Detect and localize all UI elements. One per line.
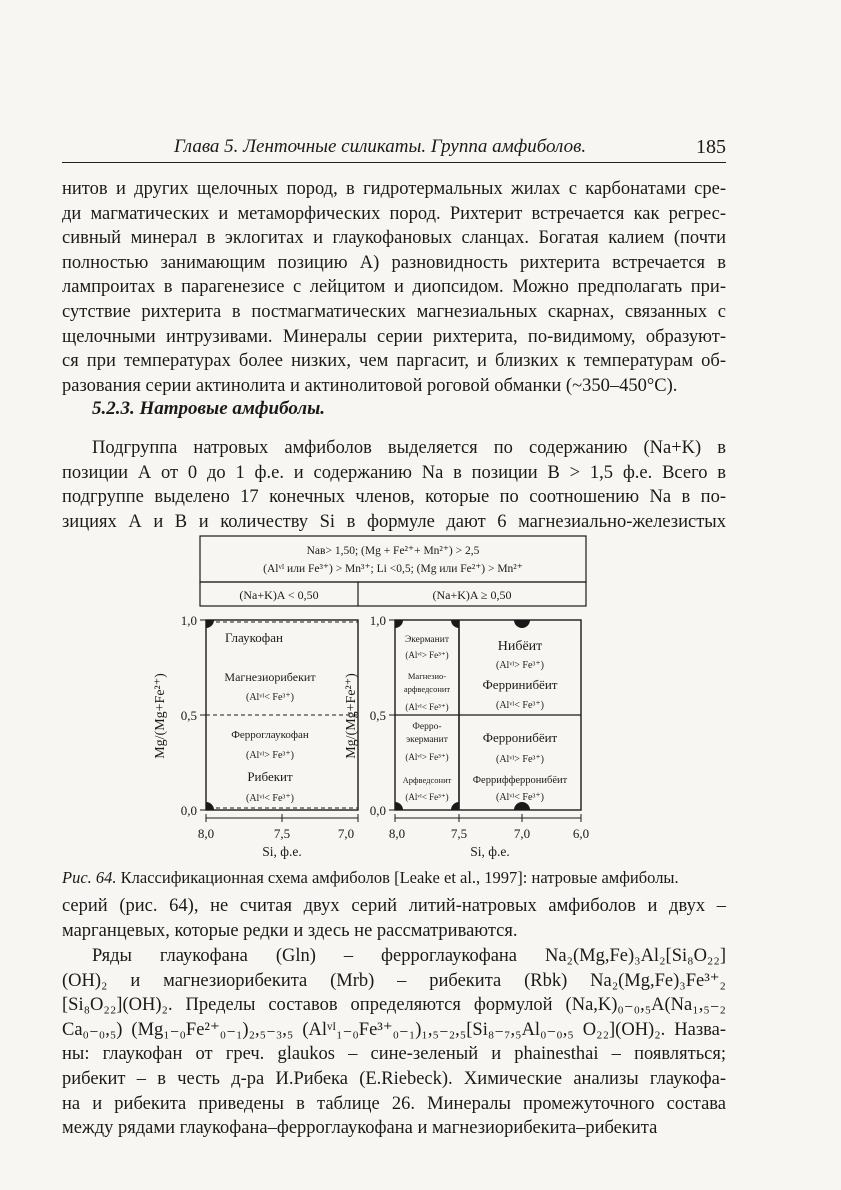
section-heading: 5.2.3. Натровые амфиболы. xyxy=(92,398,326,419)
field-condition: (Alᵛᴵ> Fe³⁺) xyxy=(405,650,449,660)
condition-text-1: Naʙ> 1,50; (Mg + Fe²⁺+ Mn²⁺) > 2,5 xyxy=(306,545,480,557)
endmember-marker xyxy=(514,802,530,810)
y-tick-label: 0,0 xyxy=(369,803,386,818)
text-line: полностью занимающим позицию А) разновидность рихтерита встречается в xyxy=(62,252,726,273)
field-ferroeckermannite: экерманит xyxy=(406,735,448,745)
endmember-marker xyxy=(395,620,403,628)
text-line: ны: глаукофан от греч. glaukos – сине-зеленый и phainesthai – появляться; xyxy=(62,1044,726,1065)
paragraph-richterite xyxy=(62,177,726,398)
endmember-marker xyxy=(451,620,459,628)
text-line: марганцевых, которые редки и здесь не рассматриваются. xyxy=(62,920,518,941)
x-tick-label: 7,5 xyxy=(450,826,468,841)
text-line: ся при температурах более низких, чем паргасит, и близких к температурам об- xyxy=(62,351,726,372)
field-condition: (Alᵛᴵ< Fe³⁺) xyxy=(405,792,449,802)
field-condition: (Alᵛᴵ< Fe³⁺) xyxy=(495,700,545,711)
caption-prefix: Рис. 64. xyxy=(62,868,117,887)
x-tick-label: 6,0 xyxy=(572,826,590,841)
text-line: сутствие рихтерита в постмагматических магнезиальных скарнах, связанных с xyxy=(62,301,726,322)
field-magnesioarfvedsonite: Магнезио- xyxy=(407,671,447,681)
text-line: ди магматических и метаморфических пород. Рихтерит встречается как регрес- xyxy=(62,203,726,224)
y-tick-label: 0,5 xyxy=(369,708,386,723)
field-magnesioarfvedsonite: арфведсонит xyxy=(403,684,451,694)
endmember-marker xyxy=(451,802,459,810)
field-condition: (Alᵛᴵ> Fe³⁺) xyxy=(495,660,545,671)
chapter-title: Глава 5. Ленточные силикаты. Группа амфиболов. xyxy=(174,136,587,157)
x-tick-label: 7,5 xyxy=(273,826,291,841)
paragraph-sodic-amphiboles xyxy=(62,436,726,534)
field-eckermannite: Экерманит xyxy=(405,635,449,645)
field-magnesioriebeckite: Магнезиорибекит xyxy=(224,670,316,684)
field-ferrinyboite: Ферринибёит xyxy=(482,677,558,692)
caption-text: Классификационная схема амфиболов [Leake et al., 1997]: натровые амфиболы. xyxy=(116,868,679,887)
condition-box xyxy=(200,536,586,582)
text-line: (OH)₂ и магнезиорибекита (Mrb) – рибекита (Rbk) Na₂(Mg,Fe)₃Fe³⁺₂ xyxy=(62,970,726,991)
classification-figure xyxy=(150,536,600,866)
x-axis-label: Si, ф.е. xyxy=(470,844,510,859)
text-line: Ca₀₋₀,₅) (Mg₁₋₀Fe²⁺₀₋₁)₂,₅₋₃,₅ (Alᵛᴵ₁₋₀Fe³⁺₀₋₁)₁,₅₋₂,₅[Si₈₋₇,₅Al₀₋₀,₅ O₂₂](OH)₂. Назва- xyxy=(62,1019,726,1040)
text-line: разования серии актинолита и актинолитовой роговой обманки (~350–450°С). xyxy=(62,375,678,396)
field-arfvedsonite: Арфведсонит xyxy=(402,775,452,785)
x-tick-label: 8,0 xyxy=(197,826,215,841)
field-condition: (Alᵛᴵ< Fe³⁺) xyxy=(495,792,545,803)
field-ferroglaucophane: Ферроглаукофан xyxy=(231,729,309,741)
text-line: нитов и других щелочных пород, в гидротермальных жилах с карбонатами сре- xyxy=(62,179,726,199)
text-line: между рядами глаукофана–ферроглаукофана и магнезиорибекита–рибекита xyxy=(62,1118,658,1139)
y-axis-label: Mg/(Mg+Fe²⁺) xyxy=(153,673,168,759)
text-line: рибекит – в честь д-ра И.Рибека (E.Riebeck). Химические анализы глаукофа- xyxy=(62,1068,726,1089)
text-line: лампроитах в парагенезисе с лейцитом и диопсидом. Можно предполагать при- xyxy=(62,277,726,298)
y-tick-label: 1,0 xyxy=(180,613,197,628)
classification-diagram xyxy=(150,536,600,866)
text-line: серий (рис. 64), не считая двух серий литий-натровых амфиболов и двух – xyxy=(62,896,726,916)
text-line: [Si₈O₂₂](OH)₂. Пределы составов определяются формулой (Na,K)₀₋₀,₅A(Na₁,₅₋₂ xyxy=(62,995,726,1016)
field-ferronyboite: Ферронибёит xyxy=(482,730,558,745)
x-axis-label: Si, ф.е. xyxy=(262,844,302,859)
y-tick-label: 0,5 xyxy=(180,708,197,723)
field-condition: (Alᵛᴵ> Fe³⁺) xyxy=(245,750,295,761)
right-subheader: (Na+K)A ≥ 0,50 xyxy=(432,588,512,602)
y-tick-label: 1,0 xyxy=(369,613,386,628)
x-tick-label: 7,0 xyxy=(513,826,531,841)
figure-caption xyxy=(62,868,726,888)
text-line: сивный минерал в эклогитах и глаукофановых сланцах. Богатая калием (почти xyxy=(62,228,726,249)
field-nyboite: Нибёит xyxy=(497,639,543,654)
text-line: Ряды глаукофана (Gln) – ферроглаукофана Na₂(Mg,Fe)₃Al₂[Si₈O₂₂] xyxy=(92,946,726,966)
endmember-marker xyxy=(514,620,530,628)
y-axis-label: Mg/(Mg+Fe²⁺) xyxy=(344,673,359,759)
endmember-marker xyxy=(206,620,214,628)
text-line: на и рибекита приведены в таблице 26. Минералы промежуточного состава xyxy=(62,1093,726,1114)
page-number: 185 xyxy=(696,136,726,158)
field-riebeckite: Рибекит xyxy=(247,769,293,784)
text-line: щелочными интрузивами. Минералы серии рихтерита, по-видимому, образуют- xyxy=(62,326,726,347)
field-condition: (Alᵛᴵ< Fe³⁺) xyxy=(405,702,449,712)
endmember-marker xyxy=(206,802,214,810)
paragraph-series xyxy=(62,894,726,943)
field-condition: (Alᵛᴵ< Fe³⁺) xyxy=(245,793,295,804)
field-condition: (Alᵛᴵ> Fe³⁺) xyxy=(405,752,449,762)
field-ferroeckermannite: Ферро- xyxy=(412,722,442,732)
condition-text-2: (Alᵛᴵ или Fe³⁺) > Mn³⁺; Li <0,5; (Mg или Fe²⁺) > Mn²⁺ xyxy=(263,563,523,575)
field-condition: (Alᵛᴵ< Fe³⁺) xyxy=(245,692,295,703)
paragraph-glaucophane-series xyxy=(62,944,726,1141)
running-header xyxy=(62,132,726,163)
field-ferriferronyboite: Феррифферронибёит xyxy=(472,775,568,786)
text-line: зициях А и В и количеству Si в формуле дают 6 магнезиально-железистых xyxy=(62,511,726,532)
left-subheader: (Na+K)A < 0,50 xyxy=(239,588,319,602)
text-line: подгруппе выделено 17 конечных членов, которые по соотношению Na в по- xyxy=(62,487,726,508)
endmember-marker xyxy=(395,802,403,810)
field-glaucophane: Глаукофан xyxy=(225,630,283,645)
x-tick-label: 7,0 xyxy=(337,826,355,841)
text-line: позиции А от 0 до 1 ф.е. и содержанию Na в позиции В > 1,5 ф.е. Всего в xyxy=(62,462,726,483)
field-condition: (Alᵛᴵ> Fe³⁺) xyxy=(495,754,545,765)
y-tick-label: 0,0 xyxy=(180,803,197,818)
x-tick-label: 8,0 xyxy=(388,826,406,841)
text-line: Подгруппа натровых амфиболов выделяется по содержанию (Na+K) в xyxy=(92,438,726,458)
